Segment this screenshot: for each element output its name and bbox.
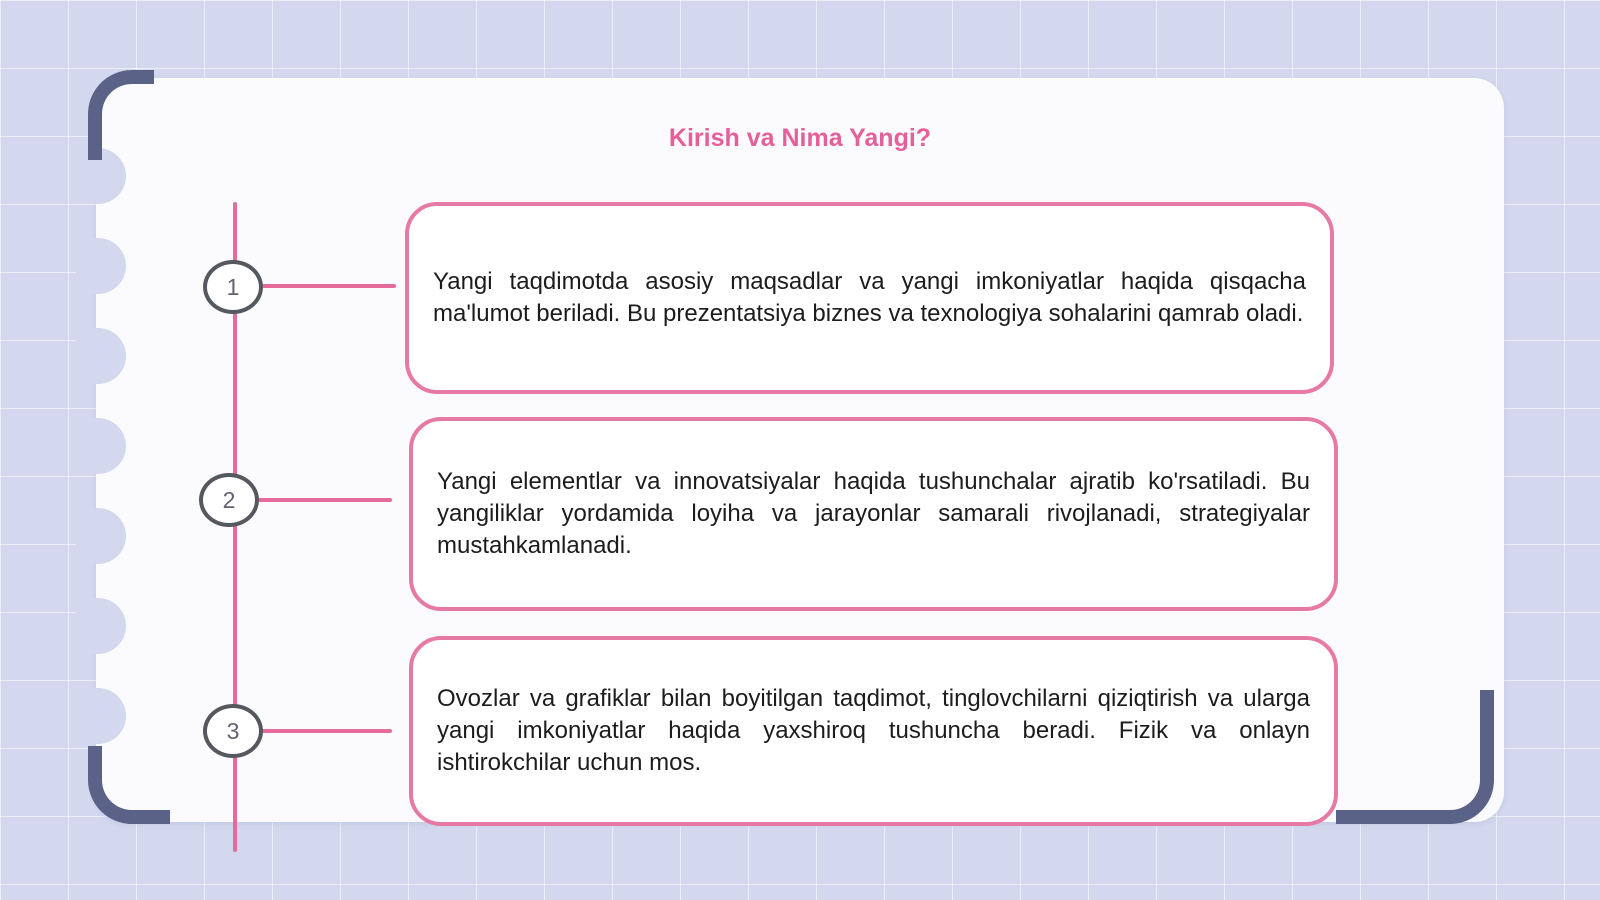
- timeline-connector: [262, 729, 392, 733]
- timeline-connector: [262, 284, 396, 288]
- step-card-text: Ovozlar va grafiklar bilan boyitilgan taqdimot, tinglovchilarni qiziqtirish va ularga yangi imkoniyatlar haqida yaxshiroq tushuncha beradi. Fizik va onlayn ishtirokchilar uchun mos.: [437, 685, 1310, 776]
- slide-title: Kirish va Nima Yangi?: [668, 124, 932, 152]
- step-number-1: 1: [203, 260, 263, 314]
- step-card-text: Yangi elementlar va innovatsiyalar haqida tushunchalar ajratib ko'rsatiladi. Bu yangiliklar yordamida loyiha va jarayonlar samarali rivojlanadi, strategiyalar mustahkamlanadi.: [437, 468, 1310, 559]
- step-number-2: 2: [199, 473, 259, 527]
- step-card-text: Yangi taqdimotda asosiy maqsadlar va yangi imkoniyatlar haqida qisqacha ma'lumot beriladi. Bu prezentatsiya biznes va texnologiya sohalarini qamrab oladi.: [433, 268, 1306, 327]
- step-card-2: [409, 417, 1338, 611]
- step-card-3: [409, 636, 1338, 826]
- step-card-1: [405, 202, 1334, 394]
- frame-corner-bottom-left: [88, 746, 170, 824]
- timeline-connector: [258, 498, 392, 502]
- frame-corner-bottom-right: [1336, 690, 1494, 824]
- step-number-3: 3: [203, 704, 263, 758]
